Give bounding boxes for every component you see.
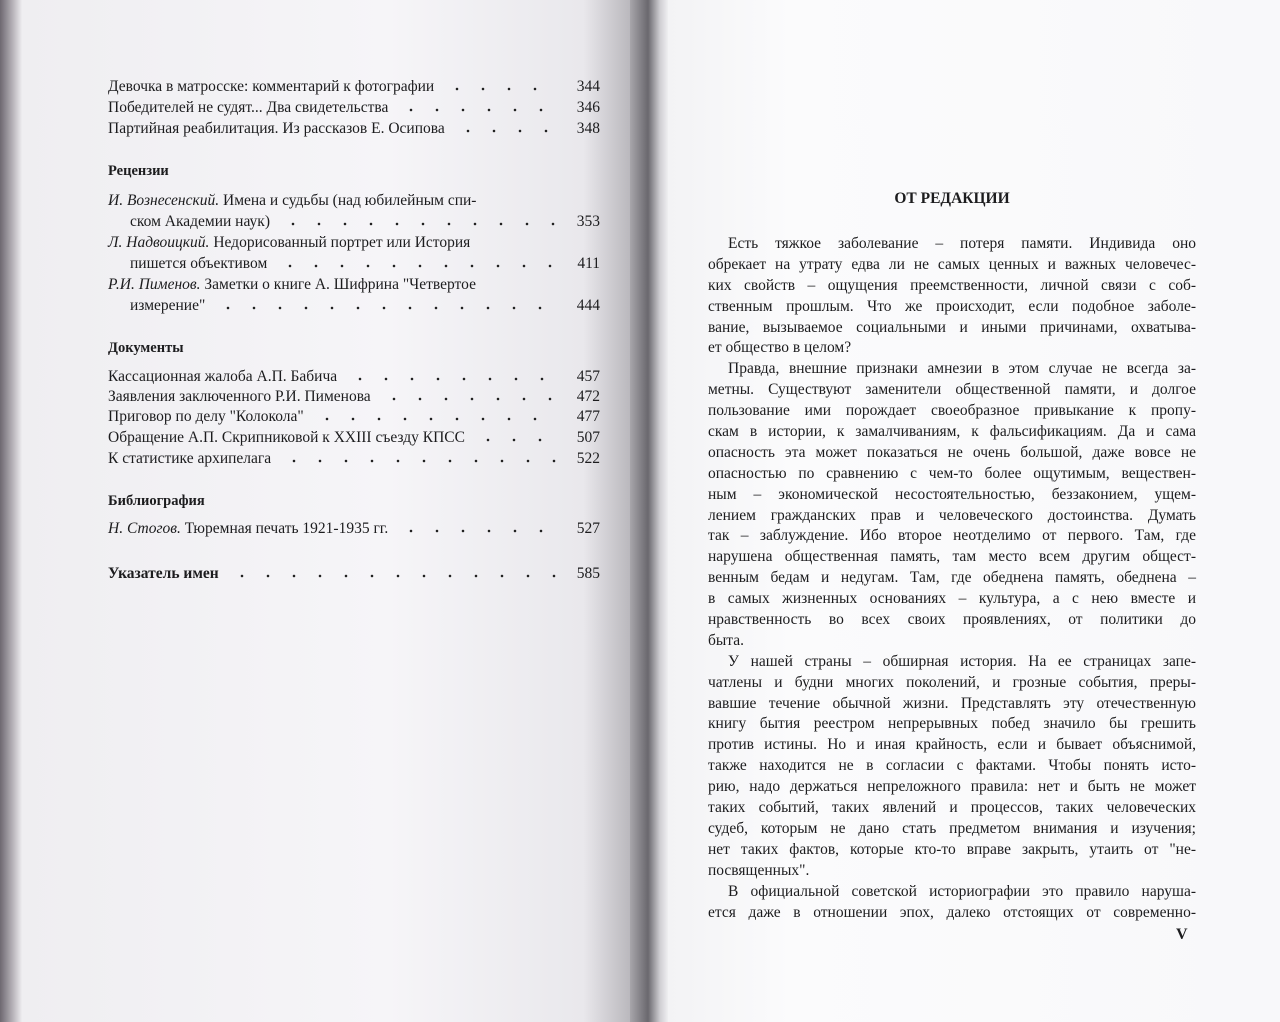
- toc-entry-text: ском Академии наук): [130, 213, 270, 230]
- text-line: судеб, которым не дано стать предметом внимания и изучения;: [708, 819, 1196, 837]
- paragraph: [708, 359, 1196, 651]
- toc-page-number: 527: [576, 520, 600, 537]
- toc-page-number: 522: [576, 450, 600, 467]
- toc-entry: [108, 366, 600, 387]
- text-line: чатлены и будни многих поколений, и грозные события, преры-: [708, 673, 1196, 691]
- text-line: ется даже в отношении эпох, далеко отстоящих от современно-: [708, 903, 1196, 921]
- text-line: венным бедам и недугам. Там, где обеднена память, обеднена –: [708, 569, 1196, 587]
- toc-entry: [130, 295, 600, 316]
- toc-entry-text: Обращение А.П. Скрипниковой к XXIII съезду КПСС: [108, 429, 465, 446]
- toc-entry-text: Партийная реабилитация. Из рассказов Е. Осипова: [108, 120, 445, 137]
- toc-section-heading: Библиография: [108, 493, 205, 509]
- left-page: [22, 0, 632, 1022]
- toc-entry-text: Девочка в матросске: комментарий к фотографии: [108, 78, 435, 95]
- book-edge: [0, 0, 22, 1022]
- toc-entry-text: Указатель имен: [108, 565, 219, 582]
- text-line: так – заблуждение. Ибо второе неотделимо от первого. Там, где: [708, 527, 1196, 545]
- toc-entry: [108, 386, 600, 407]
- toc-entry-text: пишется объективом: [130, 255, 268, 272]
- toc-entry: [130, 253, 600, 274]
- toc-entry-text: Имена и судьбы (над юбилейным спи-: [223, 192, 477, 209]
- toc-entry-title: [108, 366, 337, 387]
- text-line: вание, вызываемое социальными и иными причинами, охватыва-: [708, 318, 1196, 336]
- text-line: обрекает на утрату едва ли не самых ценных и важных человечес-: [708, 255, 1196, 273]
- text-line: нравственность во всех своих проявлениях, от политики до: [708, 611, 1196, 629]
- toc-page-number: 477: [576, 408, 600, 425]
- toc-entry: [108, 563, 600, 584]
- toc-entry-author: Л. Надвоицкий.: [108, 234, 210, 251]
- text-line: в самых жизненных основаниях – культура, а с нею вместе и: [708, 590, 1196, 608]
- toc-entry-title: [108, 406, 304, 427]
- dot-leader: [398, 529, 558, 533]
- toc-entry: [108, 118, 600, 139]
- text-line: рию, надо держаться непреложного правила: нет и быть не может: [708, 778, 1196, 796]
- text-line: книгу бытия реестром непрерывных побед значило бы грешить: [708, 715, 1196, 733]
- toc-entry-title: [108, 118, 445, 139]
- dot-leader: [277, 264, 558, 268]
- text-line: ственным прошлым. Что же происходит, если подобное заболе-: [708, 297, 1196, 315]
- text-line: также находится не в согласии с фактами. Чтобы понять исто-: [708, 757, 1196, 775]
- toc-entry-title: [108, 190, 476, 211]
- toc-entry: [108, 190, 600, 211]
- toc-entry: [108, 232, 600, 253]
- dot-leader: [280, 222, 558, 226]
- text-line: скам в истории, к замалчиваниям, к фальсификациям. Да и сама: [708, 423, 1196, 441]
- dot-leader: [215, 306, 558, 310]
- text-line: ких свойств – ощущения преемственности, личной связи с соб-: [708, 276, 1196, 294]
- toc-entry-title: [130, 211, 270, 232]
- toc-entry-title: [108, 274, 476, 295]
- dot-leader: [381, 397, 558, 401]
- dot-leader: [281, 459, 558, 463]
- text-line: Есть тяжкое заболевание – потеря памяти. Индивида оно: [728, 235, 1196, 252]
- toc-entry-text: Победителей не судят... Два свидетельства: [108, 99, 389, 116]
- toc-entry-text: Заявления заключенного Р.И. Пименова: [108, 388, 371, 405]
- toc-entry-title: [108, 97, 388, 118]
- toc-page-number: 344: [576, 78, 600, 95]
- body-text: [708, 234, 1196, 923]
- toc-entry: [108, 76, 600, 97]
- text-line: У нашей страны – обширная история. На ее страницах запе-: [728, 652, 1196, 670]
- book-gutter: [630, 0, 670, 1022]
- toc-entry-text: Заметки о книге А. Шифрина "Четвертое: [204, 276, 476, 293]
- text-line: нарушена общественная память, там место всем другим общест-: [708, 548, 1196, 566]
- toc-entry-author: И. Вознесенский.: [108, 192, 220, 209]
- toc-page-number: 411: [577, 255, 600, 272]
- text-line: против истины. Но и иная крайность, если и бывает объяснимой,: [708, 736, 1196, 754]
- toc-entry-title: [108, 386, 371, 407]
- toc-entry: [108, 274, 600, 295]
- toc-page-number: 444: [576, 297, 600, 314]
- toc-entry-text: Приговор по делу "Колокола": [108, 408, 304, 425]
- toc-entry: [130, 211, 600, 232]
- toc-entry-title: [108, 448, 271, 469]
- page-number: V: [1176, 926, 1188, 943]
- toc-page-number: 585: [576, 565, 600, 582]
- text-line: быта.: [708, 631, 745, 649]
- toc-entry-title: [108, 232, 470, 253]
- toc-entry: [108, 406, 600, 427]
- dot-leader: [475, 438, 558, 442]
- dot-leader: [347, 377, 558, 381]
- toc-section-heading: Рецензии: [108, 163, 169, 179]
- toc-entry: [108, 97, 600, 118]
- text-line: вавшие течение обычной жизни. Представлять эту отечественную: [708, 694, 1196, 712]
- toc-entry-title: [108, 563, 219, 584]
- text-line: таких событий, таких явлений и процессов, таких человеческих: [708, 799, 1196, 817]
- text-line: ным – экономической несостоятельностью, беззаконием, ущем-: [708, 485, 1196, 503]
- toc-page-number: 507: [576, 429, 600, 446]
- toc-page-number: 346: [576, 99, 600, 116]
- toc-entry: [108, 518, 600, 539]
- dot-leader: [229, 574, 558, 578]
- text-line: метны. Существуют заменители общественной памяти, и долгое: [708, 381, 1196, 399]
- toc-entry-title: [108, 427, 465, 448]
- toc-entry: [108, 448, 600, 469]
- paragraph: [708, 652, 1196, 882]
- toc-entry-author: Н. Стогов.: [108, 520, 181, 537]
- toc-page-number: 353: [576, 213, 600, 230]
- dot-leader: [314, 417, 558, 421]
- dot-leader: [444, 87, 558, 91]
- toc-entry-author: Р.И. Пименов.: [108, 276, 201, 293]
- text-line: Правда, внешние признаки амнезии в этом случае не всегда за-: [728, 360, 1196, 378]
- section-heading: ОТ РЕДАКЦИИ: [894, 190, 1010, 207]
- paragraph: [708, 234, 1196, 359]
- toc-page-number: 457: [576, 368, 600, 385]
- text-line: посвященных".: [708, 861, 810, 879]
- dot-leader: [398, 108, 558, 112]
- toc-entry-title: [108, 76, 434, 97]
- toc-section-heading: Документы: [108, 340, 184, 356]
- toc-page-number: 472: [576, 388, 600, 405]
- toc-entry-title: [108, 518, 388, 539]
- toc-entry-text: измерение": [130, 297, 206, 314]
- toc-entry-text: К статистике архипелага: [108, 450, 272, 467]
- text-line: лением гражданских прав и человеческого достоинства. Думать: [708, 506, 1196, 524]
- toc-page-number: 348: [576, 120, 600, 137]
- text-line: В официальной советской историографии это правило наруша-: [728, 882, 1196, 900]
- text-line: нет таких фактов, которые кто-то вправе закрыть, утаить от "не-: [708, 840, 1196, 858]
- toc-entry-title: [130, 253, 267, 274]
- text-line: ет общество в целом?: [708, 339, 852, 357]
- text-line: опасностью по сравнению с чем-то более ощутимым, веществен-: [708, 464, 1196, 482]
- toc-entry-title: [130, 295, 205, 316]
- text-line: пользование ими порождает своеобразное привыкание к пропу-: [708, 402, 1196, 420]
- toc-entry-text: Тюремная печать 1921-1935 гг.: [184, 520, 389, 537]
- paragraph: [708, 882, 1196, 924]
- toc-entry-text: Кассационная жалоба А.П. Бабича: [108, 368, 338, 385]
- text-line: опасность эта может показаться не очень большой, даже вовсе не: [708, 443, 1196, 461]
- toc-entry: [108, 427, 600, 448]
- dot-leader: [455, 129, 558, 133]
- toc-entry-text: Недорисованный портрет или История: [213, 234, 471, 251]
